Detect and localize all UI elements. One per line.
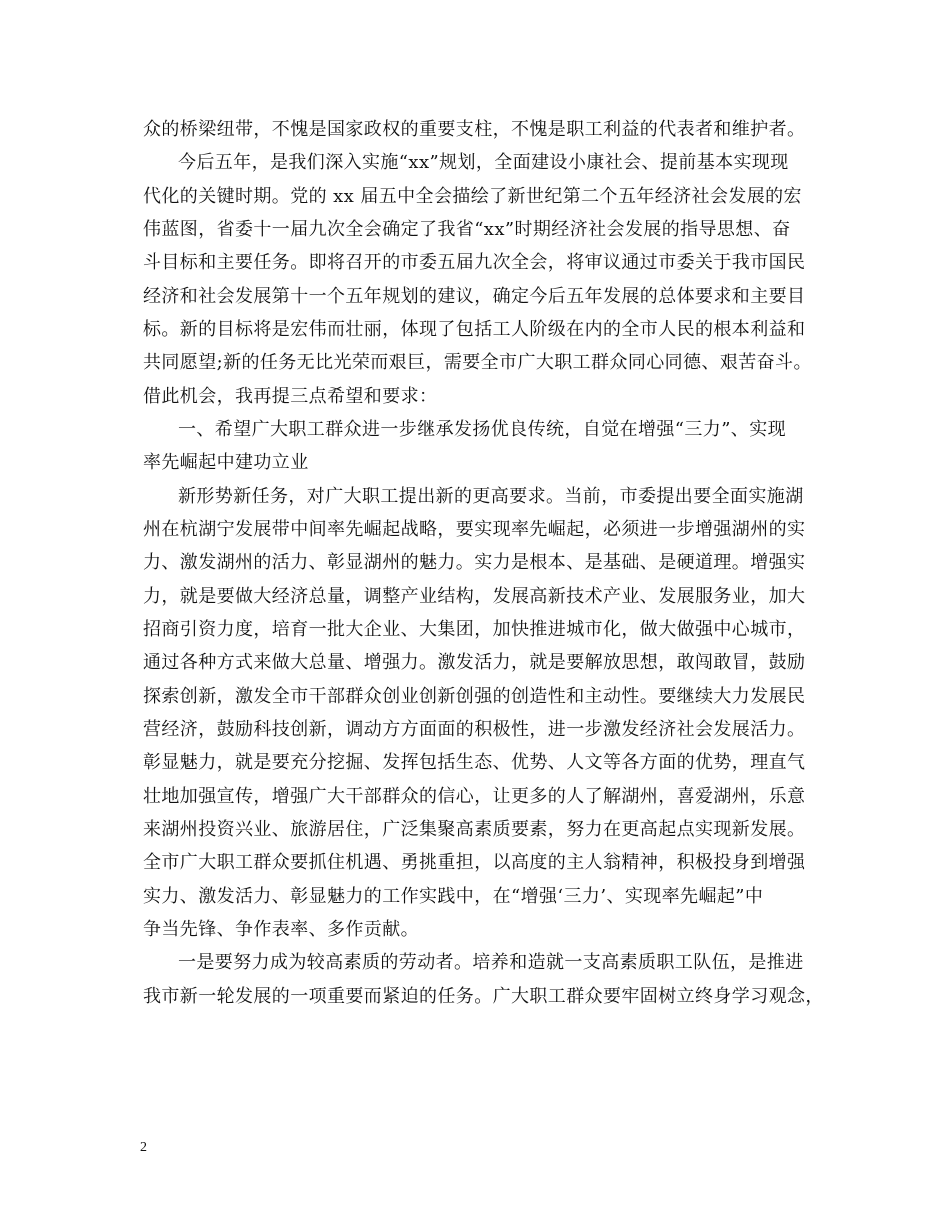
text-line: 一是要努力成为较高素质的劳动者。培养和造就一支高素质职工队伍，是推进: [178, 952, 804, 973]
text-line: 经济和社会发展第十一个五年规划的建议，确定今后五年发展的总体要求和主要目: [143, 286, 806, 307]
text-line: 伟蓝图，省委十一届九次全会确定了我省“xx”时期经济社会发展的指导思想、奋: [143, 219, 791, 240]
text-line: 今后五年，是我们深入实施“xx”规划，全面建设小康社会、提前基本实现现: [178, 152, 789, 173]
text-line: 招商引资力度，培育一批大企业、大集团，加快推进城市化，做大做强中心城市，: [143, 619, 806, 640]
text-line: 营经济，鼓励科技创新，调动方方面面的积极性，进一步激发经济社会发展活力。: [143, 719, 806, 740]
text-line: 实力、激发活力、彰显魅力的工作实践中，在“增强‘三力’、实现率先崛起”中: [143, 886, 764, 907]
text-line: 通过各种方式来做大总量、增强力。激发活力，就是要解放思想，敢闯敢冒，鼓励: [143, 652, 806, 673]
text-line: 彰显魅力，就是要充分挖掘、发挥包括生态、优势、人文等各方面的优势，理直气: [143, 752, 806, 773]
text-line: 力、激发湖州的活力、彰显湖州的魅力。实力是根本、是基础、是硬道理。增强实: [143, 552, 806, 573]
text-line: 来湖州投资兴业、旅游居住，广泛集聚高素质要素，努力在更高起点实现新发展。: [143, 819, 806, 840]
text-line: 壮地加强宣传，增强广大干部群众的信心，让更多的人了解湖州，喜爱湖州，乐意: [143, 786, 806, 807]
text-line: 标。新的目标将是宏伟而壮丽，体现了包括工人阶级在内的全市人民的根本利益和: [143, 319, 806, 340]
section-heading-line: 率先崛起中建功立业: [143, 452, 309, 473]
text-line: 代化的关键时期。党的 xx 届五中全会描绘了新世纪第二个五年经济社会发展的宏: [143, 186, 802, 207]
text-line: 新形势新任务，对广大职工提出新的更高要求。当前，市委提出要全面实施湖: [178, 486, 804, 507]
text-line: 斗目标和主要任务。即将召开的市委五届九次全会，将审议通过市委关于我市国民: [143, 252, 806, 273]
section-heading-line: 一、希望广大职工群众进一步继承发扬优良传统，自觉在增强“三力”、实现: [178, 419, 787, 440]
text-line: 众的桥梁纽带，不愧是国家政权的重要支柱，不愧是职工利益的代表者和维护者。: [143, 119, 806, 140]
page-number: 2: [140, 1140, 147, 1155]
text-line: 借此机会，我再提三点希望和要求：: [143, 386, 438, 407]
text-line: 共同愿望;新的任务无比光荣而艰巨，需要全市广大职工群众同心同德、艰苦奋斗。: [143, 352, 812, 373]
text-line: 争当先锋、争作表率、多作贡献。: [143, 919, 419, 940]
text-line: 力，就是要做大经济总量，调整产业结构，发展高新技术产业、发展服务业，加大: [143, 586, 806, 607]
text-line: 全市广大职工群众要抓住机遇、勇挑重担，以高度的主人翁精神，积极投身到增强: [143, 852, 806, 873]
text-line: 探索创新，激发全市干部群众创业创新创强的创造性和主动性。要继续大力发展民: [143, 686, 806, 707]
text-line: 州在杭湖宁发展带中间率先崛起战略，要实现率先崛起，必须进一步增强湖州的实: [143, 519, 806, 540]
text-line: 我市新一轮发展的一项重要而紧迫的任务。广大职工群众要牢固树立终身学习观念，: [143, 986, 824, 1007]
